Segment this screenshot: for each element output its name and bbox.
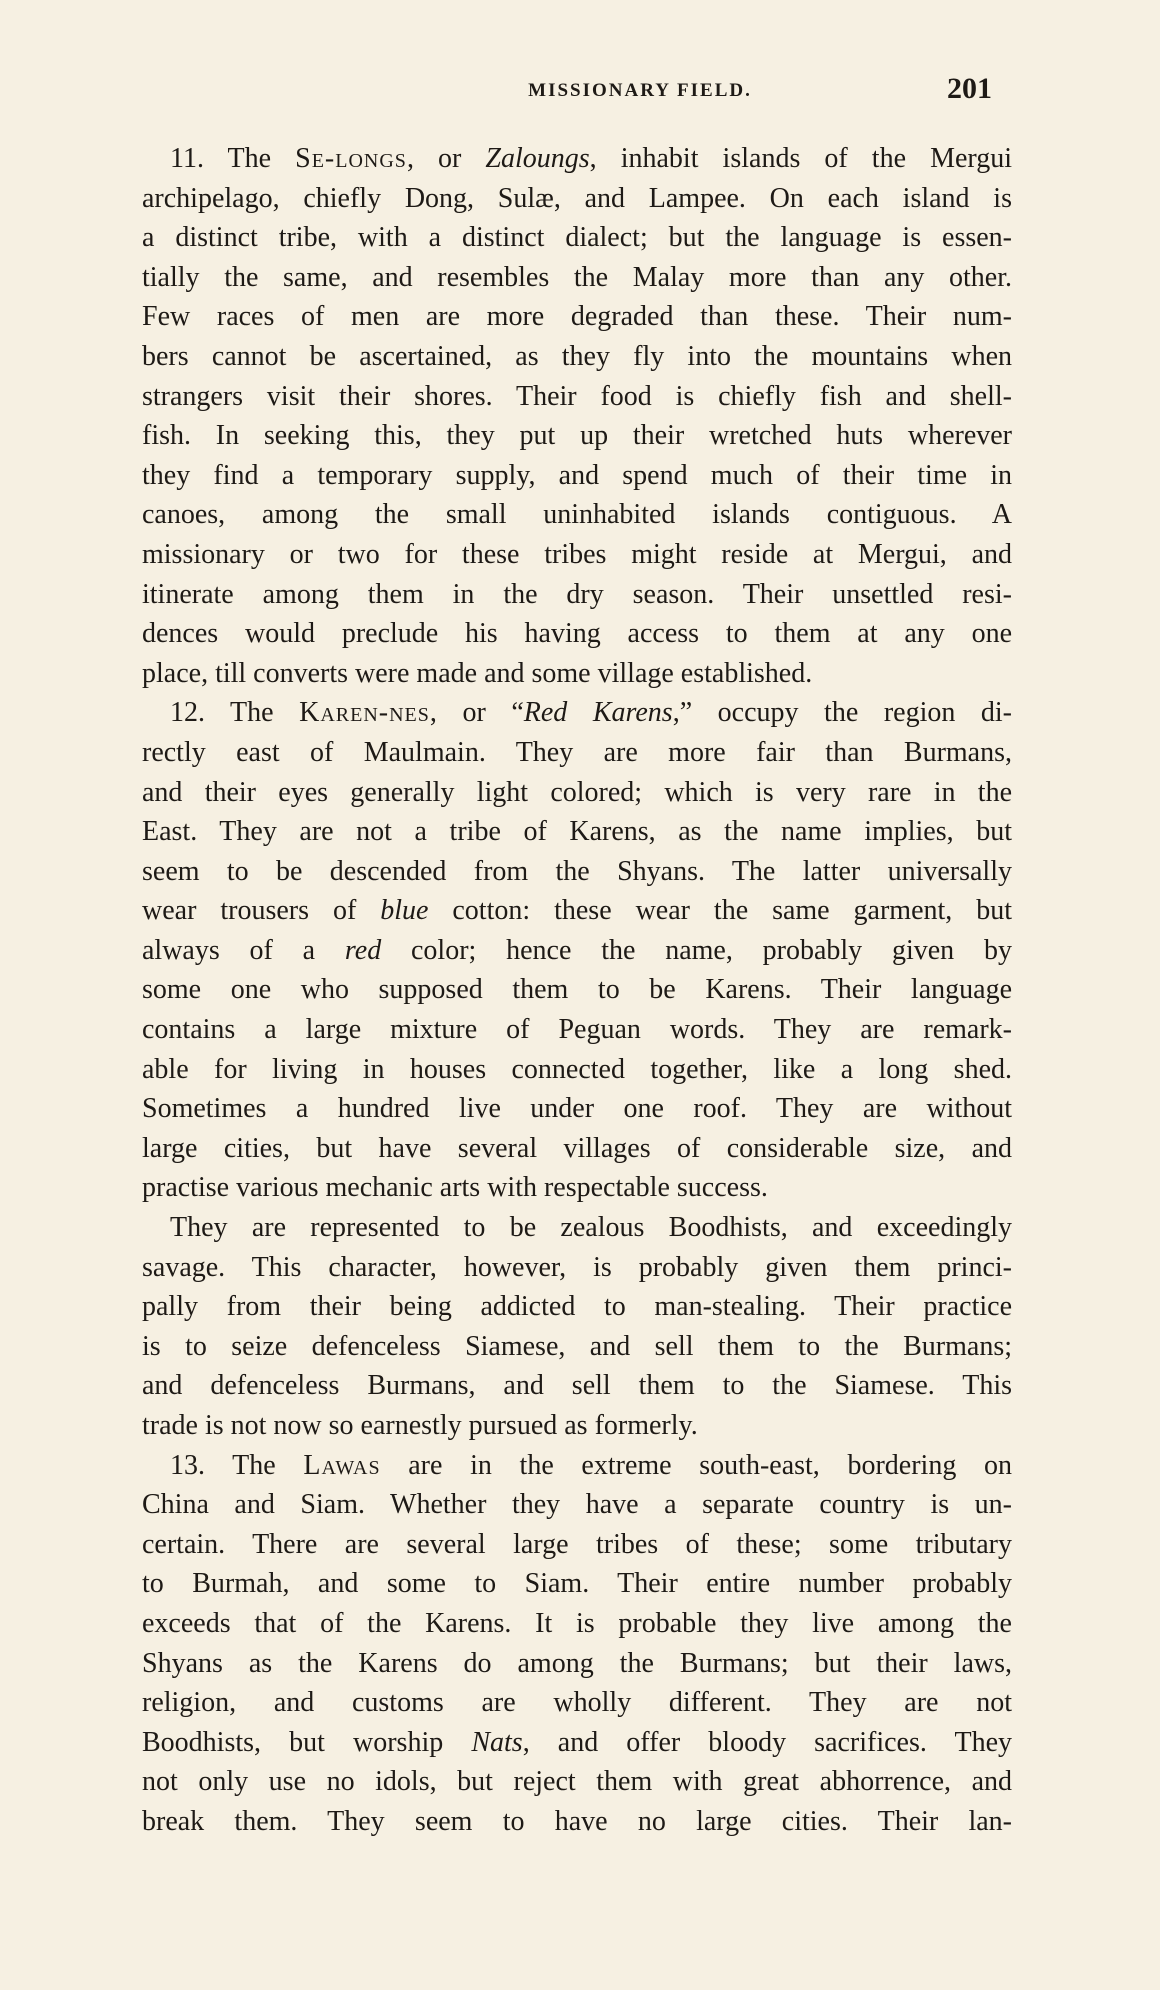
text-line: to Burmah, and some to Siam. Their entire number probably [142, 1568, 1012, 1600]
text-line: wear trousers of blue cotton: these wear the same garment, but [142, 895, 1013, 927]
text-line: Shyans as the Karens do among the Burmans; but their laws, [142, 1647, 1012, 1679]
text-line: exceeds that of the Karens. It is probable they live among the [142, 1607, 1012, 1639]
text-line: able for living in houses connected together, like a long shed. [142, 1053, 1012, 1085]
text-line: always of a red color; hence the name, probably given by [142, 934, 1012, 966]
text-line: rectly east of Maulmain. They are more fair than Burmans, [142, 736, 1012, 768]
body-text [142, 139, 1012, 1842]
text-line: not only use no idols, but reject them with great abhorrence, and [142, 1766, 1012, 1798]
text-line: place, till converts were made and some village established. [142, 657, 813, 689]
text-line: seem to be descended from the Shyans. The latter universally [142, 855, 1012, 887]
page-header [140, 72, 1020, 116]
text-line: certain. There are several large tribes of these; some tributary [142, 1528, 1012, 1560]
text-line: canoes, among the small uninhabited islands contiguous. A [142, 499, 1012, 531]
text-line: some one who supposed them to be Karens. Their language [142, 974, 1012, 1006]
text-line: and defenceless Burmans, and sell them to the Siamese. This [142, 1370, 1012, 1402]
text-line: Boodhists, but worship Nats, and offer bloody sacrifices. They [142, 1726, 1013, 1758]
text-line: strangers visit their shores. Their food is chiefly fish and shell- [142, 380, 1012, 412]
text-line: dences would preclude his having access to them at any one [142, 618, 1012, 650]
text-line: itinerate among them in the dry season. Their unsettled resi- [142, 578, 1012, 610]
text-line: China and Siam. Whether they have a separate country is un- [142, 1489, 1012, 1521]
text-line: fish. In seeking this, they put up their wretched huts wherever [142, 420, 1012, 452]
text-line: Few races of men are more degraded than these. Their num- [142, 301, 1012, 333]
text-line: missionary or two for these tribes might reside at Mergui, and [142, 538, 1012, 570]
text-line: 12. The Karen-nes, or “Red Karens,” occupy the region di- [170, 697, 1012, 729]
text-line: is to seize defenceless Siamese, and sell them to the Burmans; [142, 1330, 1012, 1362]
text-line: trade is not now so earnestly pursued as formerly. [142, 1410, 698, 1441]
text-line: tially the same, and resembles the Malay more than any other. [142, 261, 1012, 293]
text-line: and their eyes generally light colored; which is very rare in the [142, 776, 1012, 808]
text-line: 11. The Se-longs, or Zaloungs, inhabit islands of the Mergui [170, 143, 1013, 174]
text-line: 13. The Lawas are in the extreme south-east, bordering on [170, 1449, 1013, 1481]
text-line: East. They are not a tribe of Karens, as the name implies, but [142, 816, 1012, 848]
text-line: pally from their being addicted to man-stealing. Their practice [142, 1291, 1012, 1323]
text-line: a distinct tribe, with a distinct dialect; but the language is essen- [142, 222, 1012, 254]
running-head: MISSIONARY FIELD. [528, 80, 752, 101]
text-line: They are represented to be zealous Boodhists, and exceedingly [170, 1212, 1012, 1244]
text-line: savage. This character, however, is probably given them princi- [142, 1251, 1012, 1283]
page-number: 201 [947, 72, 992, 105]
text-line: large cities, but have several villages of considerable size, and [142, 1132, 1012, 1164]
text-line: religion, and customs are wholly different. They are not [142, 1687, 1012, 1719]
text-line: Sometimes a hundred live under one roof. They are without [142, 1093, 1012, 1125]
text-line: archipelago, chiefly Dong, Sulæ, and Lampee. On each island is [142, 182, 1012, 214]
text-line: contains a large mixture of Peguan words. They are remark- [142, 1014, 1012, 1046]
text-line: break them. They seem to have no large cities. Their lan- [142, 1805, 1012, 1837]
text-line: bers cannot be ascertained, as they fly into the mountains when [142, 340, 1012, 372]
text-line: they find a temporary supply, and spend much of their time in [142, 459, 1012, 491]
text-line: practise various mechanic arts with respectable success. [142, 1172, 768, 1204]
